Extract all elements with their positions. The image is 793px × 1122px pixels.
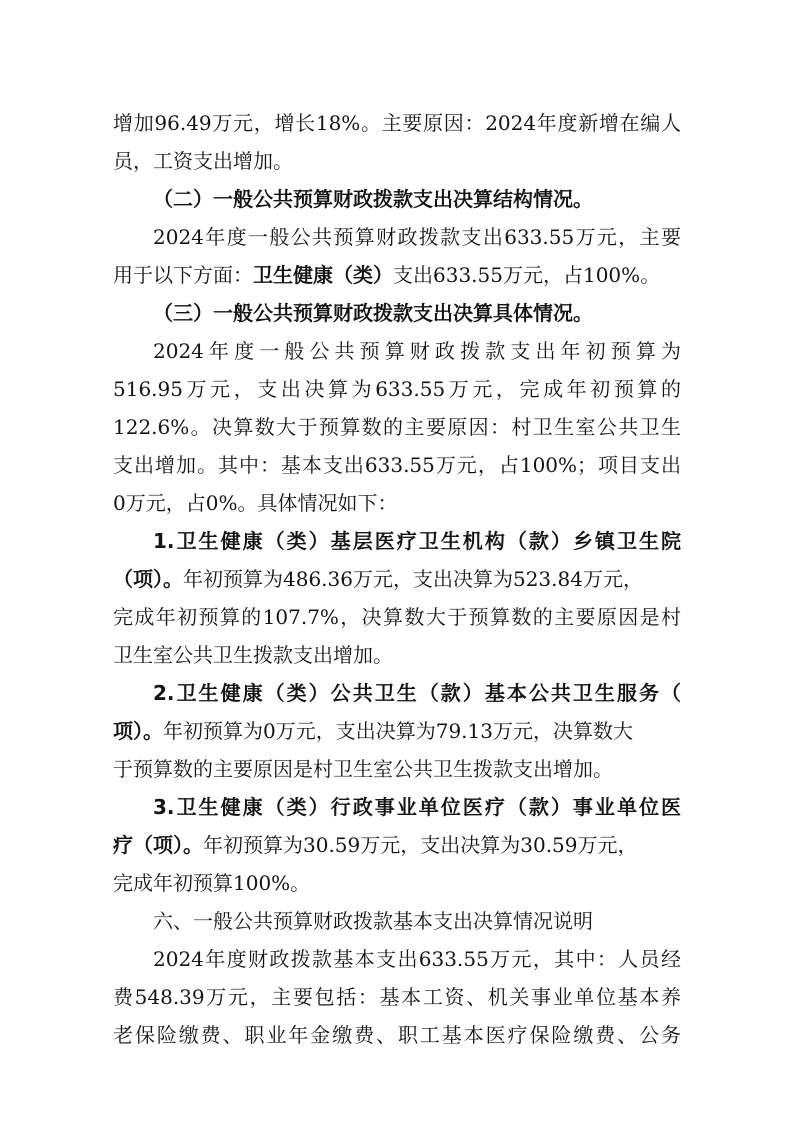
item-heading: 2.卫生健康（类）公共卫生（款）基本公共卫生服务（	[153, 681, 681, 705]
paragraph-line	[113, 256, 681, 294]
section-heading: （二）一般公共预算财政拨款支出决算结构情况。	[153, 187, 593, 211]
text-run: 支出633.55万元，占100%。	[393, 263, 661, 287]
chapter-heading: 六、一般公共预算财政拨款基本支出决算情况说明	[153, 909, 593, 933]
bold-term: （项）。	[113, 567, 183, 591]
paragraph-line: 2024年度一般公共预算财政拨款支出年初预算为	[153, 339, 681, 363]
paragraph-line: 老保险缴费、职业年金缴费、职工基本医疗保险缴费、公务	[113, 1023, 681, 1047]
text-run: 年初预算为0万元，支出决算为79.13万元，决算数大	[163, 719, 633, 743]
paragraph-line: 费548.39万元，主要包括：基本工资、机关事业单位基本养	[113, 985, 681, 1009]
text-run: 用于以下方面：	[113, 263, 253, 287]
paragraph-line: 516.95万元，支出决算为633.55万元，完成年初预算的	[113, 377, 681, 401]
paragraph-line: 员，工资支出增加。	[113, 149, 293, 173]
paragraph-line: 122.6%。决算数大于预算数的主要原因：村卫生室公共卫生	[113, 415, 681, 439]
paragraph-line: 支出增加。其中：基本支出633.55万元，占100%；项目支出	[113, 453, 681, 477]
paragraph-line: 完成年初预算的107.7%，决算数大于预算数的主要原因是村	[113, 605, 681, 629]
bold-term: 卫生健康（类）	[253, 263, 393, 287]
bold-term: 项）。	[113, 719, 163, 743]
paragraph-line: 于预算数的主要原因是村卫生室公共卫生拨款支出增加。	[113, 757, 613, 781]
item-heading: 3.卫生健康（类）行政事业单位医疗（款）事业单位医	[153, 795, 681, 819]
paragraph-line: 卫生室公共卫生拨款支出增加。	[113, 643, 393, 667]
item-heading: 1.卫生健康（类）基层医疗卫生机构（款）乡镇卫生院	[153, 529, 681, 553]
paragraph-line: 增加96.49万元，增长18%。主要原因：2024年度新增在编人	[113, 111, 681, 135]
paragraph-line: 2024年度财政拨款基本支出633.55万元，其中：人员经	[153, 947, 681, 971]
paragraph-line	[113, 712, 681, 750]
paragraph-line	[113, 826, 681, 864]
section-heading: （三）一般公共预算财政拨款支出决算具体情况。	[153, 301, 593, 325]
text-run: 年初预算为486.36万元，支出决算为523.84万元，	[183, 567, 643, 591]
text-run: 年初预算为30.59万元，支出决算为30.59万元，	[203, 833, 638, 857]
paragraph-line: 完成年初预算100%。	[113, 871, 311, 895]
paragraph-line: 2024年度一般公共预算财政拨款支出633.55万元，主要	[153, 225, 681, 249]
bold-term: 疗（项）。	[113, 833, 203, 857]
paragraph-line	[113, 560, 681, 598]
paragraph-line: 0万元，占0%。具体情况如下：	[113, 491, 398, 515]
